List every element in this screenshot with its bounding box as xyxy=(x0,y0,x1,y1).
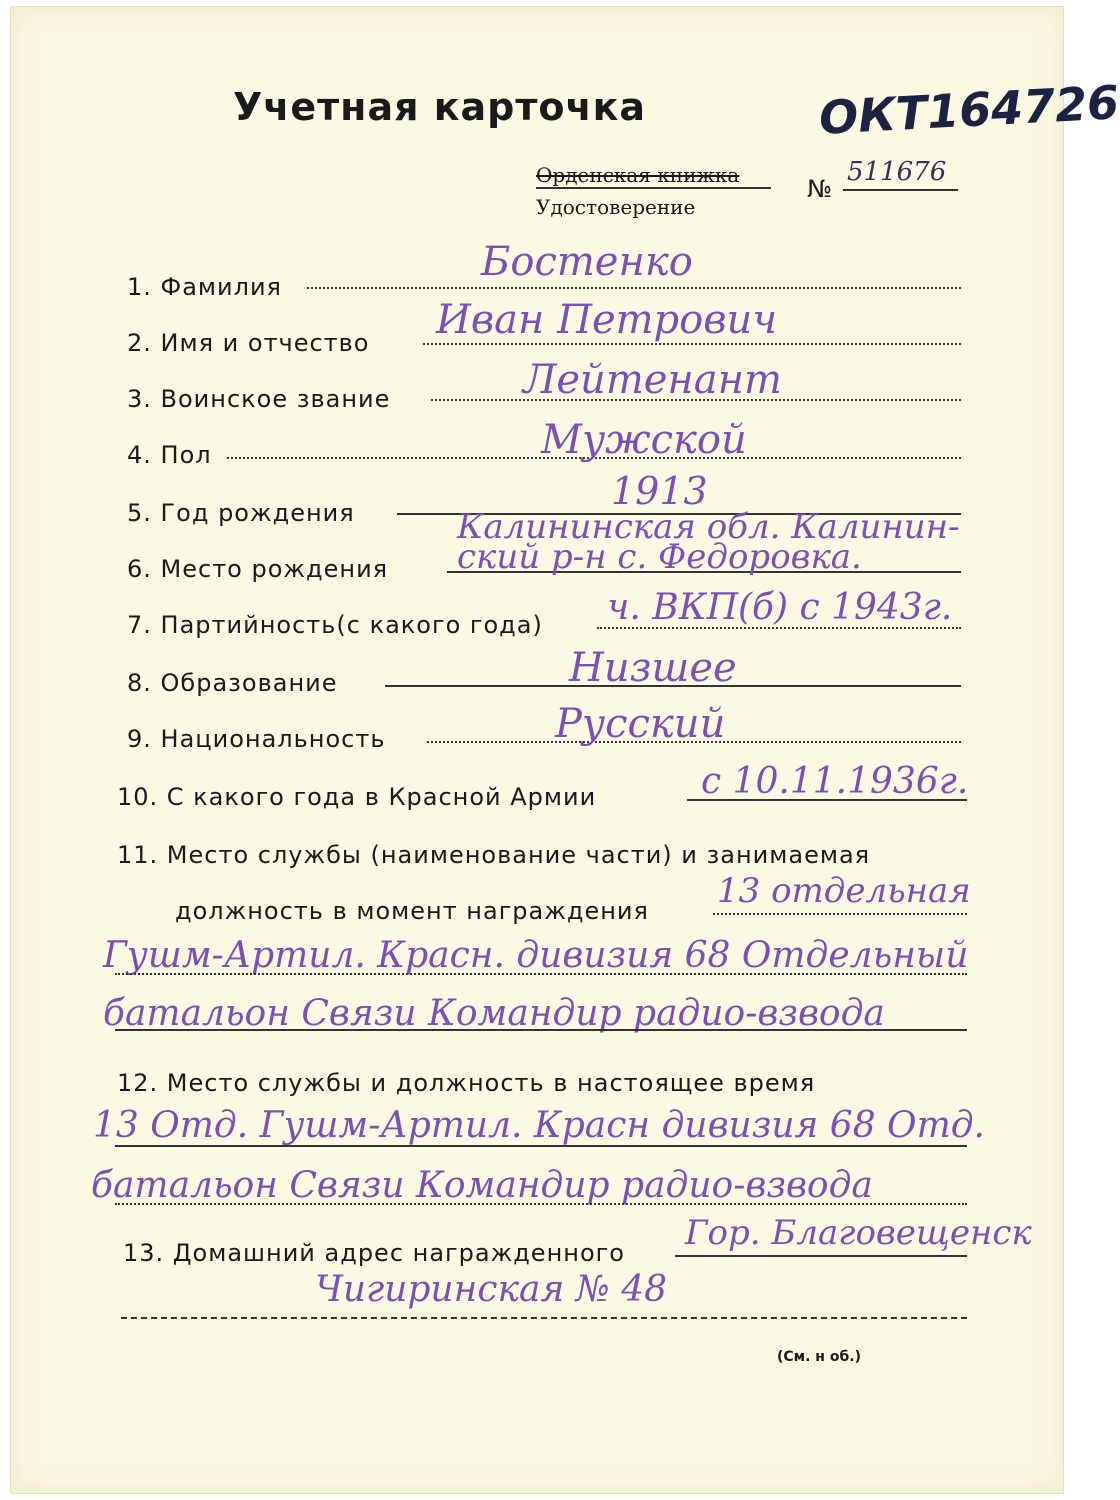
field-label-surname: 1. Фамилия xyxy=(127,273,282,301)
field-line-service-place-2 xyxy=(115,973,967,975)
field-line-current-service-1 xyxy=(115,1145,967,1147)
field-label-current-service: 12. Место службы и должность в настоящее время xyxy=(117,1069,816,1097)
archive-number-stamp: ОКТ164726 xyxy=(817,75,1120,145)
field-line-current-service-2 xyxy=(115,1203,967,1205)
footer-note: (См. н об.) xyxy=(777,1349,861,1365)
field-value-birth-year: 1913 xyxy=(611,469,708,513)
field-label-home-address: 13. Домашний адрес награжденного xyxy=(123,1239,625,1267)
doc-type-struck: Орденская книжка xyxy=(536,163,740,187)
field-label-army-since: 10. С какого года в Красной Армии xyxy=(117,783,597,811)
field-line-service-place-1 xyxy=(713,913,967,915)
field-value-nationality: Русский xyxy=(555,701,726,747)
field-line-home-address-2 xyxy=(121,1317,967,1319)
field-label-sex: 4. Пол xyxy=(127,441,212,469)
field-line-service-place-3 xyxy=(115,1029,967,1031)
field-value-service-place-line2: Гушм-Артил. Красн. дивизия 68 Отдельный xyxy=(103,935,969,976)
field-value-current-service-line1: 13 Отд. Гушм-Артил. Красн дивизия 68 Отд. xyxy=(93,1105,985,1146)
field-value-rank: Лейтенант xyxy=(523,357,782,403)
field-value-army-since: с 10.11.1936г. xyxy=(701,761,969,802)
field-label-education: 8. Образование xyxy=(127,669,338,697)
field-value-service-place-line1: 13 отдельная xyxy=(717,871,971,911)
field-label-birth-year: 5. Год рождения xyxy=(127,499,355,527)
field-label-rank: 3. Воинское звание xyxy=(127,385,391,413)
field-value-home-address-line1: Гор. Благовещенск xyxy=(685,1213,1032,1253)
field-label-birthplace: 6. Место рождения xyxy=(127,555,389,583)
field-line-name xyxy=(423,343,961,345)
field-value-birthplace-line2: ский р-н с. Федоровка. xyxy=(457,537,862,577)
field-label-name: 2. Имя и отчество xyxy=(127,329,370,357)
certificate-number: 511676 xyxy=(847,157,947,187)
field-value-service-place-line3: батальон Связи Командир радио-взвода xyxy=(103,993,885,1034)
doc-type-underline xyxy=(536,187,771,189)
field-value-surname: Бостенко xyxy=(481,239,693,285)
field-value-home-address-line2: Чигиринская № 48 xyxy=(315,1269,668,1310)
field-value-name: Иван Петрович xyxy=(436,297,778,343)
field-value-sex: Мужской xyxy=(541,417,747,463)
field-label-nationality: 9. Национальность xyxy=(127,725,386,753)
card-title: Учетная карточка xyxy=(233,85,646,129)
field-value-birthplace-line1: Калининская обл. Калинин- xyxy=(457,507,960,547)
number-sign: № xyxy=(807,175,833,203)
doc-type: Удостоверение xyxy=(536,195,696,219)
number-underline xyxy=(843,189,958,191)
field-label-party: 7. Партийность(с какого года) xyxy=(127,611,543,639)
field-label-service-place-line1: 11. Место службы (наименование части) и занимаемая xyxy=(117,841,871,869)
field-label-service-place-line2: должность в момент награждения xyxy=(175,897,649,925)
field-value-current-service-line2: батальон Связи Командир радио-взвода xyxy=(91,1165,873,1206)
field-line-surname xyxy=(307,287,961,289)
registration-card xyxy=(10,6,1120,1494)
field-line-home-address-1 xyxy=(675,1255,967,1257)
field-value-party: ч. ВКП(б) с 1943г. xyxy=(607,587,953,628)
field-value-education: Низшее xyxy=(569,645,737,691)
